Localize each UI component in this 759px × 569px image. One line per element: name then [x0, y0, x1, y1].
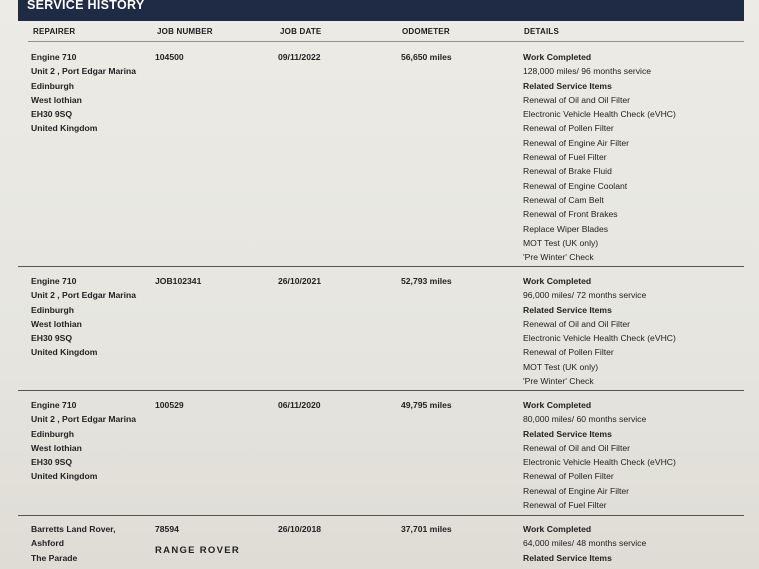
details-heading: Work Completed [523, 524, 592, 534]
details-item: 'Pre Winter' Check [523, 376, 594, 387]
brand-watermark: RANGE ROVER [155, 545, 241, 556]
details-item: 96,000 miles/ 72 months service [523, 290, 647, 301]
details-item: Renewal of Pollen Filter [523, 123, 614, 134]
details-item: Replace Wiper Blades [523, 223, 609, 234]
details-item: Renewal of Oil and Oil Filter [523, 318, 630, 329]
details-item: Renewal of Oil and Oil Filter [523, 442, 630, 453]
details-item: Renewal of Fuel Filter [523, 500, 607, 511]
odometer-cell: 49,795 miles [401, 400, 452, 410]
repairer-line: EH30 9SQ [31, 109, 73, 120]
row-divider [18, 266, 744, 267]
repairer-line: West lothian [31, 318, 82, 329]
job-number-cell: JOB102341 [155, 276, 202, 286]
details-item: 80,000 miles/ 60 months service [523, 414, 647, 425]
repairer-line: Engine 710 [31, 52, 77, 62]
row-divider [18, 515, 744, 516]
repairer-line: Engine 710 [31, 276, 77, 286]
job-date-cell: 26/10/2021 [278, 276, 322, 286]
details-item: Renewal of Oil and Oil Filter [523, 94, 630, 105]
details-heading: Work Completed [523, 276, 592, 286]
odometer-cell: 56,650 miles [401, 52, 452, 62]
repairer-line: Unit 2 , Port Edgar Marina [31, 414, 137, 425]
job-date-cell: 06/11/2020 [278, 400, 321, 410]
repairer-line: Edinburgh [31, 428, 74, 439]
repairer-line: United Kingdom [31, 123, 98, 134]
row-divider [18, 390, 744, 391]
repairer-cell [31, 274, 136, 360]
details-item: Renewal of Engine Air Filter [523, 137, 630, 148]
repairer-cell [31, 50, 136, 136]
repairer-line: Engine 710 [31, 400, 77, 410]
header-divider [28, 41, 744, 42]
repairer-line: Edinburgh [31, 304, 74, 315]
repairer-cell [31, 398, 136, 484]
column-header-job-number: JOB NUMBER [157, 27, 213, 36]
details-cell [523, 50, 676, 264]
repairer-line: Edinburgh [31, 80, 74, 91]
odometer-cell: 52,793 miles [401, 276, 452, 286]
details-heading: Related Service Items [523, 428, 612, 439]
details-item: Renewal of Pollen Filter [523, 471, 614, 482]
details-item: Electronic Vehicle Health Check (eVHC) [523, 333, 676, 344]
details-item: Renewal of Cam Belt [523, 194, 604, 205]
details-item: Renewal of Engine Air Filter [523, 485, 630, 496]
details-cell [523, 274, 676, 388]
details-heading: Work Completed [523, 52, 592, 62]
details-item: Renewal of Fuel Filter [523, 152, 607, 163]
details-heading: Related Service Items [523, 304, 612, 315]
section-header [18, 0, 744, 21]
odometer-cell: 37,701 miles [401, 524, 452, 534]
details-cell [523, 522, 646, 565]
job-number-cell: 100529 [155, 400, 184, 410]
repairer-line: Barretts Land Rover, [31, 524, 116, 534]
repairer-line: Unit 2 , Port Edgar Marina [31, 66, 137, 77]
repairer-line: West lothian [31, 442, 82, 453]
details-item: Electronic Vehicle Health Check (eVHC) [523, 109, 676, 120]
job-date-cell: 09/11/2022 [278, 52, 321, 62]
column-header-job-date: JOB DATE [280, 27, 322, 36]
repairer-line: EH30 9SQ [31, 333, 73, 344]
repairer-line: United Kingdom [31, 471, 98, 482]
repairer-line: The Parade [31, 552, 78, 563]
details-heading: Work Completed [523, 400, 592, 410]
details-item: 'Pre Winter' Check [523, 252, 594, 263]
details-item: Electronic Vehicle Health Check (eVHC) [523, 457, 676, 468]
repairer-line: EH30 9SQ [31, 457, 73, 468]
repairer-line: United Kingdom [31, 347, 98, 358]
details-item: 64,000 miles/ 48 months service [523, 538, 647, 549]
repairer-line: Ashford [31, 538, 64, 549]
job-number-cell: 78594 [155, 524, 179, 534]
job-date-cell: 26/10/2018 [278, 524, 322, 534]
details-item: 128,000 miles/ 96 months service [523, 66, 652, 77]
details-item: Renewal of Front Brakes [523, 209, 618, 220]
repairer-line: West lothian [31, 94, 82, 105]
column-header-details: DETAILS [524, 27, 560, 36]
section-title: SERVICE HISTORY [27, 0, 145, 12]
details-item: Renewal of Pollen Filter [523, 347, 614, 358]
column-header-repairer: REPAIRER [33, 27, 76, 36]
column-header-odometer: ODOMETER [402, 27, 450, 36]
job-number-cell: 104500 [155, 52, 184, 62]
details-heading: Related Service Items [523, 80, 612, 91]
details-item: MOT Test (UK only) [523, 361, 599, 372]
details-item: MOT Test (UK only) [523, 237, 599, 248]
repairer-cell [31, 522, 116, 565]
details-item: Renewal of Brake Fluid [523, 166, 612, 177]
details-cell [523, 398, 676, 512]
details-item: Renewal of Engine Coolant [523, 180, 628, 191]
repairer-line: Unit 2 , Port Edgar Marina [31, 290, 137, 301]
details-heading: Related Service Items [523, 552, 612, 563]
